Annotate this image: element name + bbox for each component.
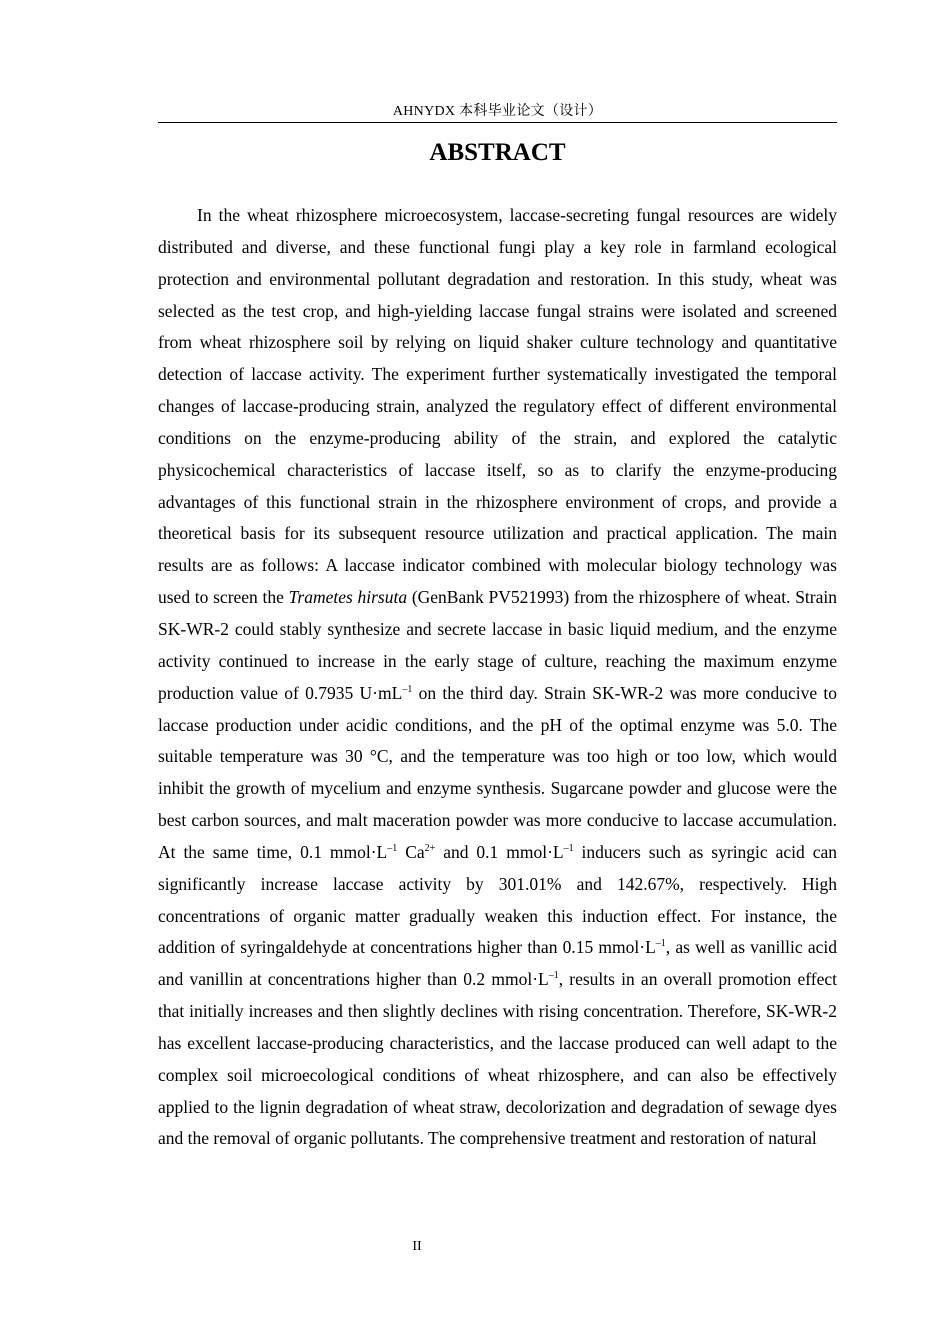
abstract-text-1: In the wheat rhizosphere microecosystem, laccase-secreting fungal resources are widely distributed and diverse, and these functional fungi play a key role in farmland ecological protection and environmental pollutant degradation and restoration. In this study, wheat was selected as the test crop, and high-yielding laccase fungal strains were isolated and screened from wheat rhizosphere soil by relying on liquid shaker culture technology and quantitative detection of laccase activity. The experiment further systematically investigated the temporal changes of laccase-producing strain, analyzed the regulatory effect of different environmental conditions on the enzyme-producing ability of the strain, and explored the catalytic physicochemical characteristics of laccase itself, so as to clarify the enzyme-producing advantages of this functional strain in the rhizosphere environment of crops, and provide a theoretical basis for its subsequent resource utilization and practical application. The main results are as follows: A laccase indicator combined with molecular biology technology was used to screen the: [158, 205, 837, 608]
unit-superscript: –1: [655, 938, 666, 950]
abstract-paragraph: [158, 200, 837, 1155]
abstract-text-3: on the third day. Strain SK-WR-2 was more conducive to laccase production under acidic conditions, and the pH of the optimal enzyme was 5.0. The suitable temperature was 30 °C, and the temperature was too high or too low, which would inhibit the growth of mycelium and enzyme synthesis. Sugarcane powder and glucose were the best carbon sources, and malt maceration powder was more conducive to laccase accumulation. At the same time, 0.1 mmol·L: [158, 682, 838, 862]
unit-superscript: –1: [563, 842, 574, 854]
abstract-text-5: and 0.1 mmol·L: [435, 841, 564, 862]
abstract-text-2: (GenBank PV521993) from the rhizosphere of wheat. Strain SK-WR-2 could stably synthesize and secrete laccase in basic liquid medium, and the enzyme activity continued to increase in the early stage of culture, reaching the maximum enzyme production value of 0.7935 U·mL: [158, 587, 837, 703]
abstract-text-6: inducers such as syringic acid can significantly increase laccase activity by 301.01% and 142.67%, respectively. High concentrations of organic matter gradually weaken this induction effect. For instance, the addition of syringaldehyde at concentrations higher than 0.15 mmol·L: [158, 841, 837, 958]
unit-superscript: –1: [548, 970, 559, 982]
abstract-title: ABSTRACT: [429, 139, 566, 166]
running-header: AHNYDX 本科毕业论文（设计）: [392, 104, 603, 119]
header-rule: [158, 122, 837, 123]
abstract-text-4: Ca: [397, 841, 425, 862]
abstract-text-7: , as well as vanillic acid and vanillin at concentrations higher than 0.2 mmol·L: [158, 937, 837, 990]
abstract-text-8: , results in an overall promotion effect that initially increases and then slightly declines with rising concentration. Therefore, SK-WR-2 has excellent laccase-producing characteristics, and the laccase produced can well adapt to the complex soil microecological conditions of wheat rhizosphere, and can also be effectively applied to the lignin degradation of wheat straw, decolorization and degradation of sewage dyes and the removal of organic pollutants. The comprehensive treatment and restoration of natural: [158, 969, 837, 1149]
unit-superscript: –1: [402, 683, 413, 695]
ion-charge-superscript: 2+: [424, 842, 436, 854]
unit-superscript: –1: [387, 842, 398, 854]
page-number: II: [412, 1239, 422, 1254]
species-name: Trametes hirsuta: [288, 587, 408, 608]
